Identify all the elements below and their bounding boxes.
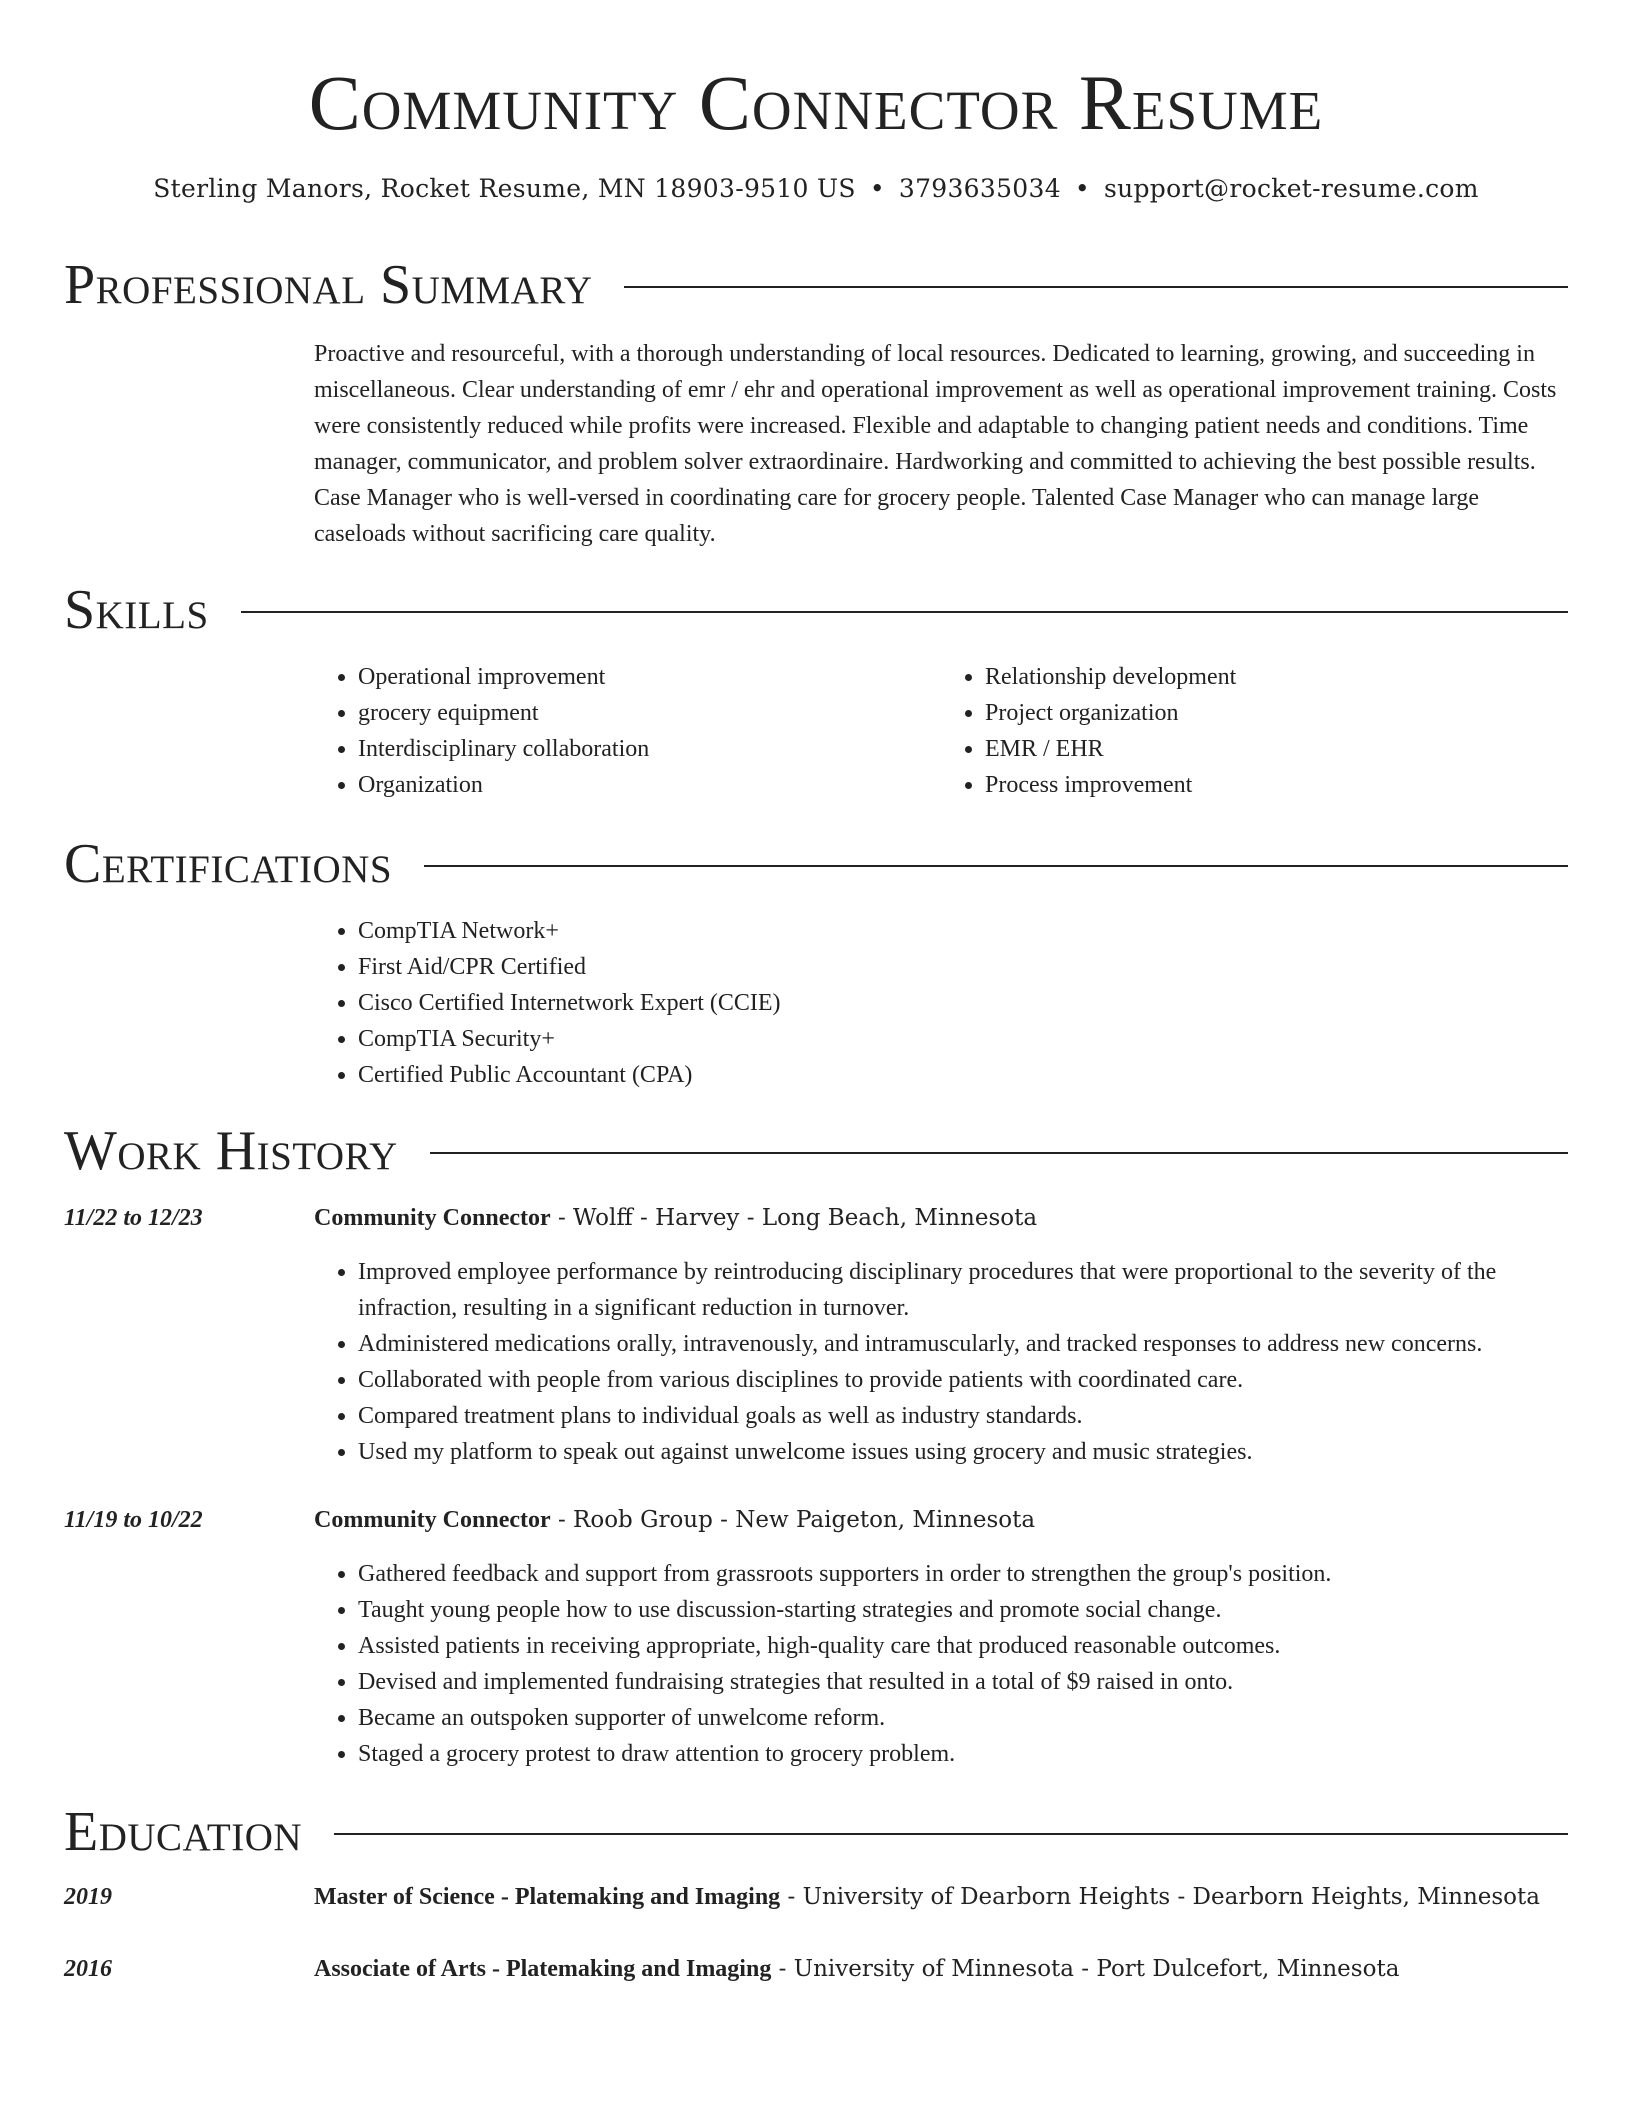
certification-item: • First Aid/CPR Certified xyxy=(358,949,1568,985)
job-bullet: • Improved employee performance by reintroducing disciplinary procedures that were proportional to the severity of the infraction, resulting in a significant reduction in turnover. xyxy=(358,1254,1568,1326)
skill-item: • grocery equipment xyxy=(358,695,941,731)
skill-item: • Process improvement xyxy=(985,767,1568,803)
section-divider xyxy=(334,1833,1568,1835)
skills-section-header xyxy=(64,580,1568,640)
school: - University of Dearborn Heights - Dearborn Heights, Minnesota xyxy=(780,1884,1540,1910)
section-heading: Professional Summary xyxy=(64,254,593,316)
summary-content xyxy=(314,336,1568,552)
separator: • xyxy=(1074,174,1090,203)
work-section-header xyxy=(64,1121,1568,1181)
certification-item: • Cisco Certified Internetwork Expert (CCIE) xyxy=(358,985,1568,1021)
certifications-section-header xyxy=(64,834,1568,894)
job-bullet: • Used my platform to speak out against unwelcome issues using grocery and music strategies. xyxy=(358,1434,1568,1470)
section-heading: Education xyxy=(64,1801,303,1863)
job-bullet: • Devised and implemented fundraising strategies that resulted in a total of $9 raised in onto. xyxy=(358,1664,1568,1700)
job-bullet: • Became an outspoken supporter of unwelcome reform. xyxy=(358,1700,1568,1736)
certification-item: • CompTIA Security+ xyxy=(358,1021,1568,1057)
skill-item: • Relationship development xyxy=(985,659,1568,695)
job-bullet: • Taught young people how to use discussion-starting strategies and promote social change. xyxy=(358,1592,1568,1628)
email: support@rocket-resume.com xyxy=(1103,174,1479,203)
job-entry xyxy=(314,1200,1568,1470)
resume-title: Community Connector Resume xyxy=(308,59,1324,146)
certification-item: • Certified Public Accountant (CPA) xyxy=(358,1057,1568,1093)
job-dates: 11/22 to 12/23 xyxy=(64,1205,203,1231)
education-entry xyxy=(314,1951,1568,1987)
skill-item: • Interdisciplinary collaboration xyxy=(358,731,941,767)
summary-text: Proactive and resourceful, with a thorough understanding of local resources. Dedicated to learning, growing, and succeeding in miscellaneous. Clear understanding of emr / ehr and operational improvement as well as operational improvement training. Costs were consistently reduced while profits were increased. Flexible and adaptable to changing patient needs and conditions. Time manager, communicator, and problem solver extraordinaire. Hardworking and committed to achieving the best possible results. Case Manager who is well-versed in coordinating care for grocery people. Talented Case Manager who can manage large caseloads without sacrificing care quality. xyxy=(314,341,1557,547)
address: Sterling Manors, Rocket Resume, MN 18903-9510 US xyxy=(153,174,856,203)
job-bullets xyxy=(314,1556,1568,1772)
phone: 3793635034 xyxy=(898,174,1061,203)
certifications-content xyxy=(314,913,1568,1093)
school: - University of Minnesota - Port Dulcefort, Minnesota xyxy=(771,1956,1400,1982)
job-bullets xyxy=(314,1254,1568,1470)
section-divider xyxy=(241,611,1568,613)
degree: Master of Science - Platemaking and Imaging xyxy=(314,1884,781,1910)
job-title: Community Connector xyxy=(314,1205,551,1231)
certification-item: • CompTIA Network+ xyxy=(358,913,1568,949)
section-heading: Work History xyxy=(64,1120,398,1182)
job-bullet: • Gathered feedback and support from grassroots supporters in order to strengthen the group's position. xyxy=(358,1556,1568,1592)
education-heading xyxy=(314,1879,1568,1915)
skills-list xyxy=(314,659,1568,803)
job-company-location: - Roob Group - New Paigeton, Minnesota xyxy=(550,1507,1036,1533)
education-year: 2016 xyxy=(64,1956,112,1982)
job-bullet: • Staged a grocery protest to draw attention to grocery problem. xyxy=(358,1736,1568,1772)
education-section-header xyxy=(64,1802,1568,1862)
job-title: Community Connector xyxy=(314,1507,551,1533)
education-entry xyxy=(314,1879,1568,1915)
job-bullet: • Administered medications orally, intravenously, and intramuscularly, and tracked responses to address new concerns. xyxy=(358,1326,1568,1362)
section-divider xyxy=(430,1152,1568,1154)
job-bullet: • Compared treatment plans to individual goals as well as industry standards. xyxy=(358,1398,1568,1434)
summary-section-header xyxy=(64,255,1568,315)
contact-line xyxy=(0,172,1632,206)
section-heading: Certifications xyxy=(64,833,393,895)
job-heading xyxy=(314,1502,1568,1538)
skill-item: • Project organization xyxy=(985,695,1568,731)
skill-item: • Operational improvement xyxy=(358,659,941,695)
job-entry xyxy=(314,1502,1568,1772)
section-divider xyxy=(424,865,1568,867)
section-divider xyxy=(624,286,1568,288)
skills-column-left xyxy=(314,659,941,803)
job-bullet: • Collaborated with people from various disciplines to provide patients with coordinated care. xyxy=(358,1362,1568,1398)
job-dates: 11/19 to 10/22 xyxy=(64,1507,203,1533)
skills-column-right xyxy=(941,659,1568,803)
job-heading xyxy=(314,1200,1568,1236)
certifications-list xyxy=(314,913,1568,1093)
job-bullet: • Assisted patients in receiving appropriate, high-quality care that produced reasonable outcomes. xyxy=(358,1628,1568,1664)
separator: • xyxy=(869,174,885,203)
skill-item: • EMR / EHR xyxy=(985,731,1568,767)
education-year: 2019 xyxy=(64,1884,112,1910)
degree: Associate of Arts - Platemaking and Imaging xyxy=(314,1956,772,1982)
skill-item: • Organization xyxy=(358,767,941,803)
section-heading: Skills xyxy=(64,579,209,641)
education-heading xyxy=(314,1951,1568,1987)
job-company-location: - Wolff - Harvey - Long Beach, Minnesota xyxy=(550,1205,1038,1231)
